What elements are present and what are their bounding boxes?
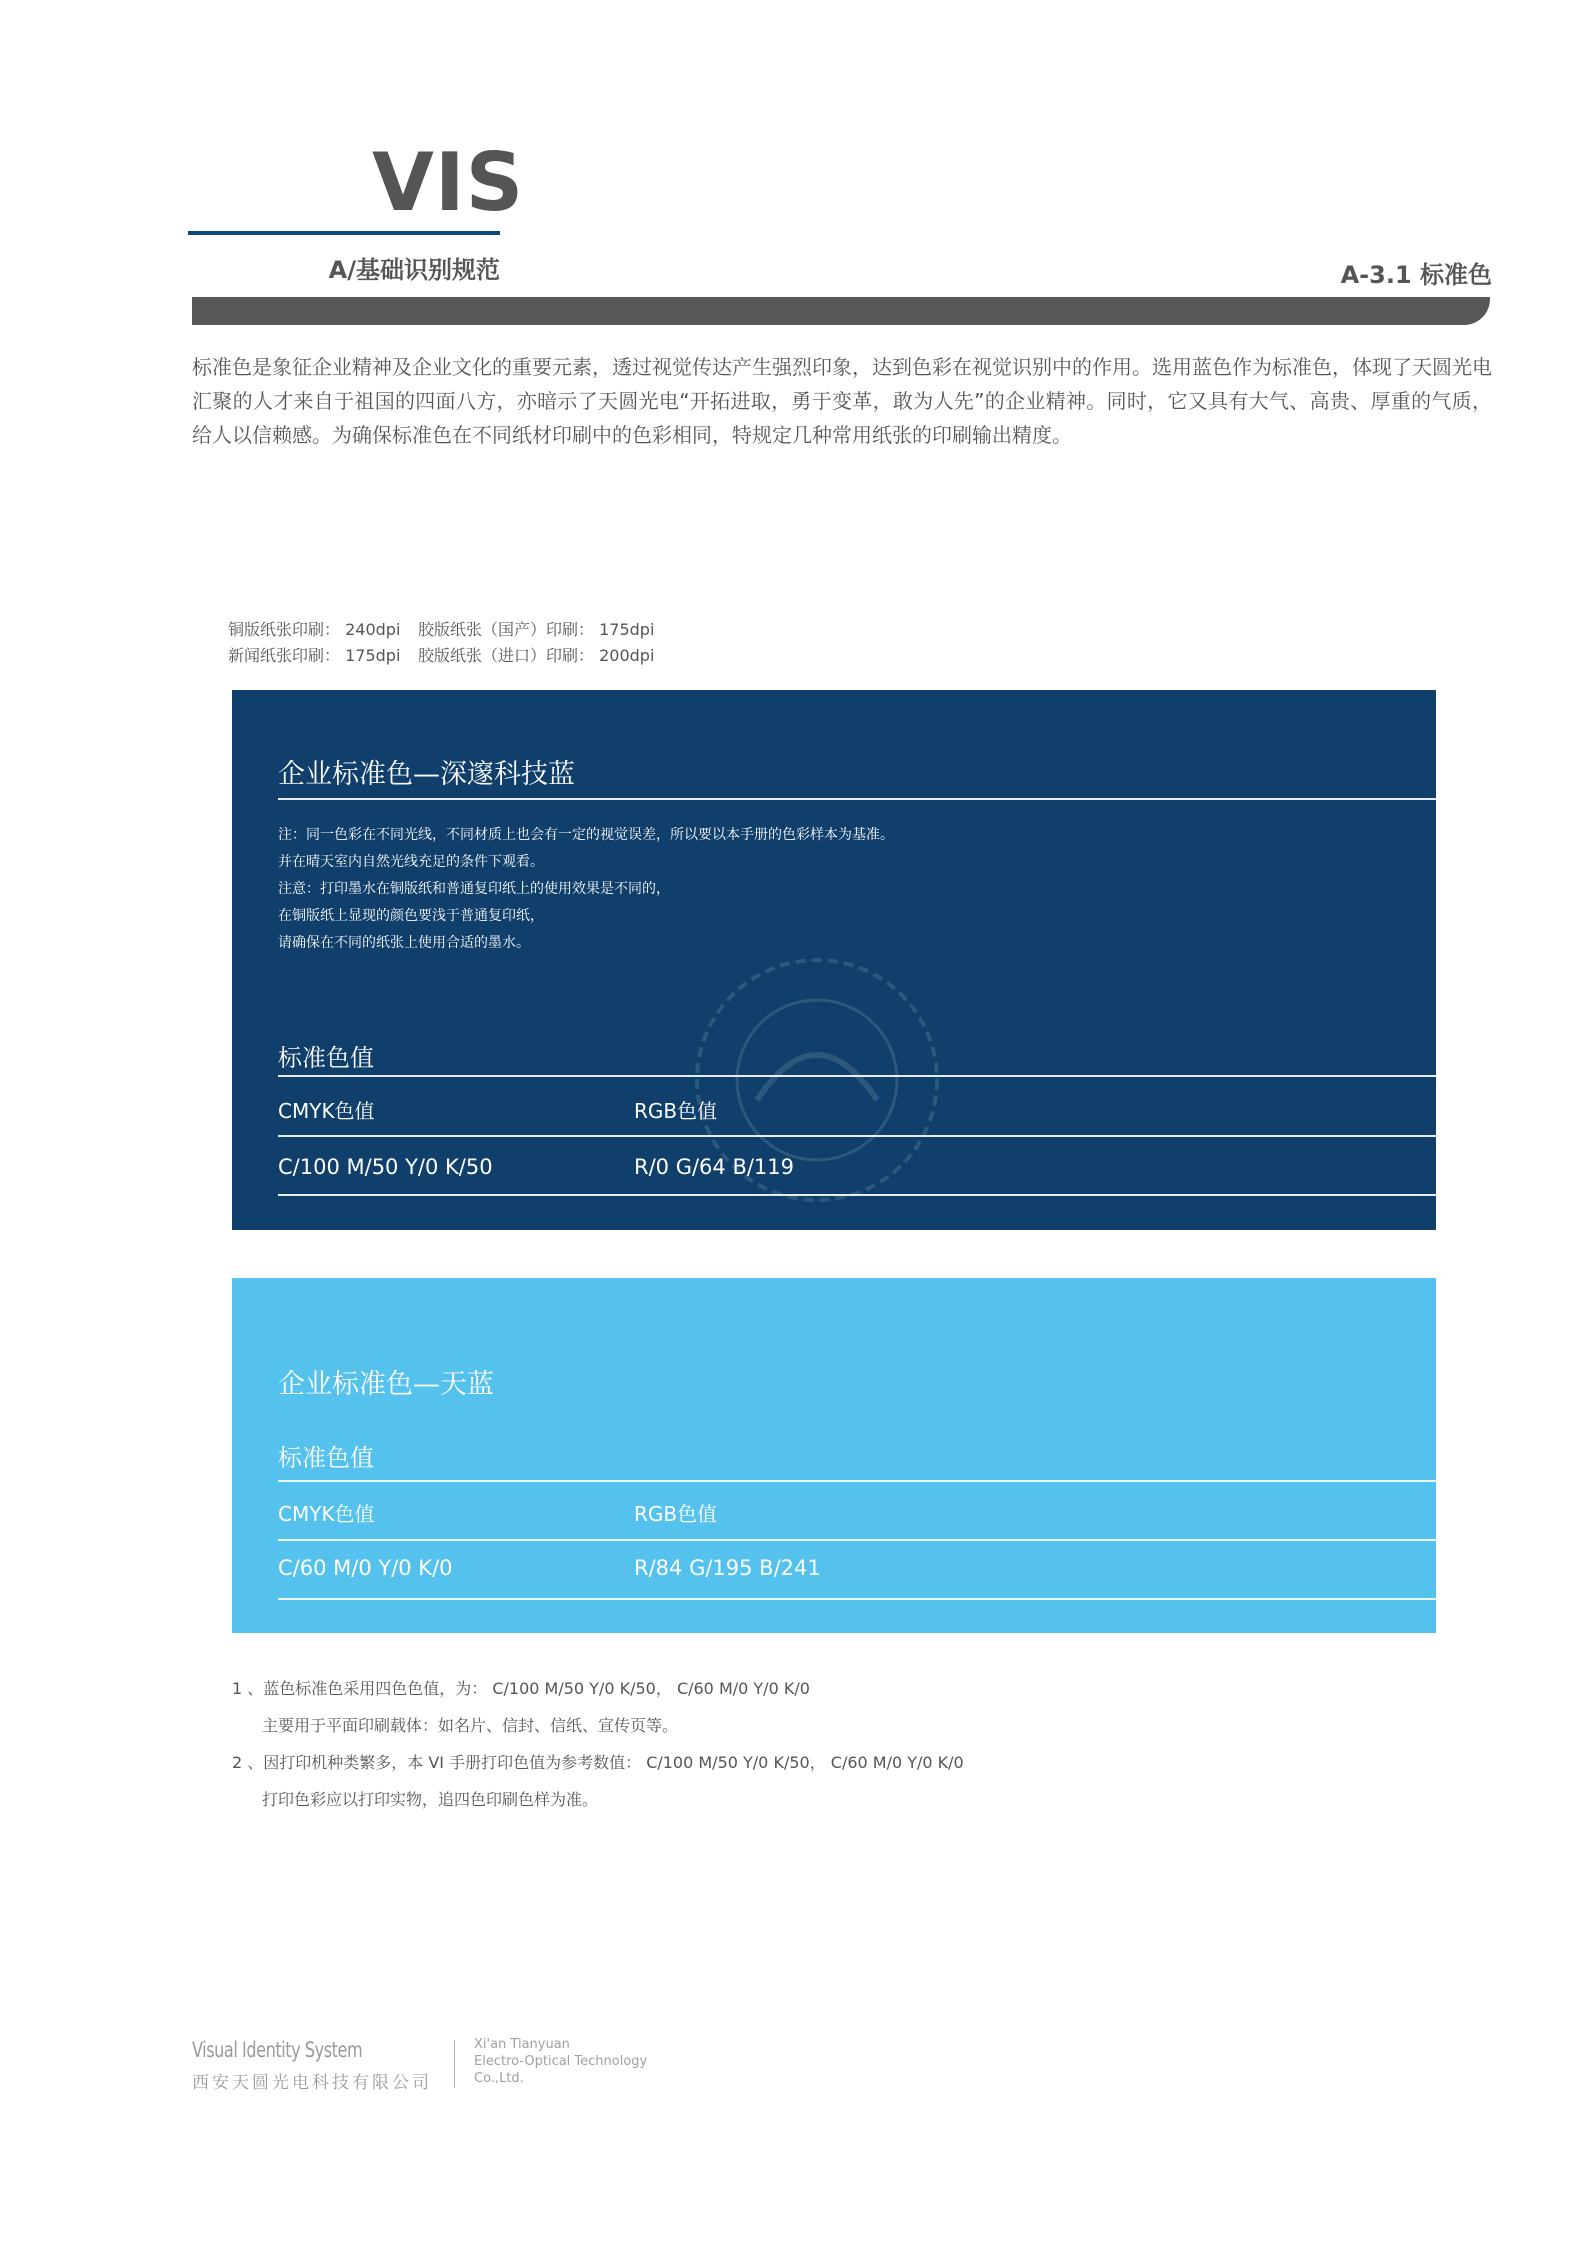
color-panel-sky-blue — [232, 1278, 1436, 1633]
row-divider — [278, 1194, 1436, 1196]
note-line: 请确保在不同的纸张上使用合适的墨水。 — [278, 935, 530, 951]
footer-brand-en: Visual Identity System — [192, 2038, 363, 2062]
vis-title: VIS — [372, 136, 525, 229]
cmyk-label: CMYK色值 — [278, 1502, 375, 1526]
color-panel-deep-blue — [232, 690, 1436, 1230]
rgb-label: RGB色值 — [634, 1099, 718, 1123]
print-specs — [228, 617, 654, 669]
remark-detail: 打印色彩应以打印实物，追四色印刷色样为准。 — [262, 1790, 599, 1809]
remark-detail: 主要用于平面印刷载体：如名片、信封、信纸、宣传页等。 — [262, 1716, 679, 1735]
remarks — [232, 1670, 964, 1818]
value-divider — [278, 1480, 1436, 1482]
rgb-value: R/0 G/64 B/119 — [634, 1155, 795, 1179]
spec-offset-imported: 胶版纸张（进口）印刷： 200dpi — [418, 646, 655, 665]
color-notes — [278, 822, 894, 957]
value-divider — [278, 1075, 1436, 1077]
note-line: 并在晴天室内自然光线充足的条件下观看。 — [278, 854, 544, 870]
row-divider — [278, 1135, 1436, 1137]
row-divider — [278, 1598, 1436, 1600]
rgb-value: R/84 G/195 B/241 — [634, 1556, 821, 1580]
remark-item: 2 、因打印机种类繁多，本 VI 手册打印色值为参考数值： C/100 M/50 Y/0 K/50， C/60 M/0 Y/0 K/0 — [232, 1753, 964, 1772]
spec-row — [228, 643, 654, 669]
cmyk-value: C/60 M/0 Y/0 K/0 — [278, 1556, 453, 1580]
section-name: A/基础识别规范 — [328, 256, 500, 284]
company-line: Co.,Ltd. — [474, 2071, 524, 2086]
remark-item: 1 、蓝色标准色采用四色色值，为： C/100 M/50 Y/0 K/50， C/60 M/0 Y/0 K/0 — [232, 1679, 810, 1698]
color-title: 企业标准色—深邃科技蓝 — [278, 759, 575, 790]
footer-company — [474, 2036, 647, 2087]
note-line: 注：同一色彩在不同光线，不同材质上也会有一定的视觉误差，所以要以本手册的色彩样本为基准。 — [278, 827, 894, 843]
cmyk-value: C/100 M/50 Y/0 K/50 — [278, 1155, 493, 1179]
footer-divider — [454, 2040, 455, 2088]
company-line: Electro-Optical Technology — [474, 2054, 648, 2069]
title-underline — [188, 231, 500, 235]
spec-row — [228, 617, 654, 643]
value-heading: 标准色值 — [278, 1044, 374, 1072]
logo-watermark-icon — [687, 950, 947, 1220]
title-divider — [278, 798, 1436, 800]
spec-offset-domestic: 胶版纸张（国产）印刷： 175dpi — [418, 620, 655, 639]
cmyk-label: CMYK色值 — [278, 1099, 375, 1123]
row-divider — [278, 1539, 1436, 1541]
note-line: 注意：打印墨水在铜版纸和普通复印纸上的使用效果是不同的， — [278, 881, 670, 897]
spec-newsprint: 新闻纸张印刷： 175dpi — [228, 646, 401, 665]
rgb-label: RGB色值 — [634, 1502, 718, 1526]
value-heading: 标准色值 — [278, 1444, 374, 1472]
note-line: 在铜版纸上显现的颜色要浅于普通复印纸， — [278, 908, 544, 924]
footer-brand-cn: 西安天圆光电科技有限公司 — [192, 2073, 432, 2093]
company-line: Xi'an Tianyuan — [474, 2037, 570, 2052]
page-code: A-3.1 标准色 — [1340, 261, 1492, 289]
header-bar — [192, 297, 1490, 325]
intro-paragraph: 标准色是象征企业精神及企业文化的重要元素，透过视觉传达产生强烈印象，达到色彩在视觉识别中的作用。选用蓝色作为标准色，体现了天圆光电汇聚的人才来自于祖国的四面八方，亦暗示了天圆光电“开拓进取，勇于变革，敢为人先”的企业精神。同时，它又具有大气、高贵、厚重的气质，给人以信赖感。为确保标准色在不同纸材印刷中的色彩相同，特规定几种常用纸张的印刷输出精度。 — [192, 355, 1492, 447]
spec-coated: 铜版纸张印刷： 240dpi — [228, 620, 401, 639]
color-title: 企业标准色—天蓝 — [278, 1369, 494, 1400]
